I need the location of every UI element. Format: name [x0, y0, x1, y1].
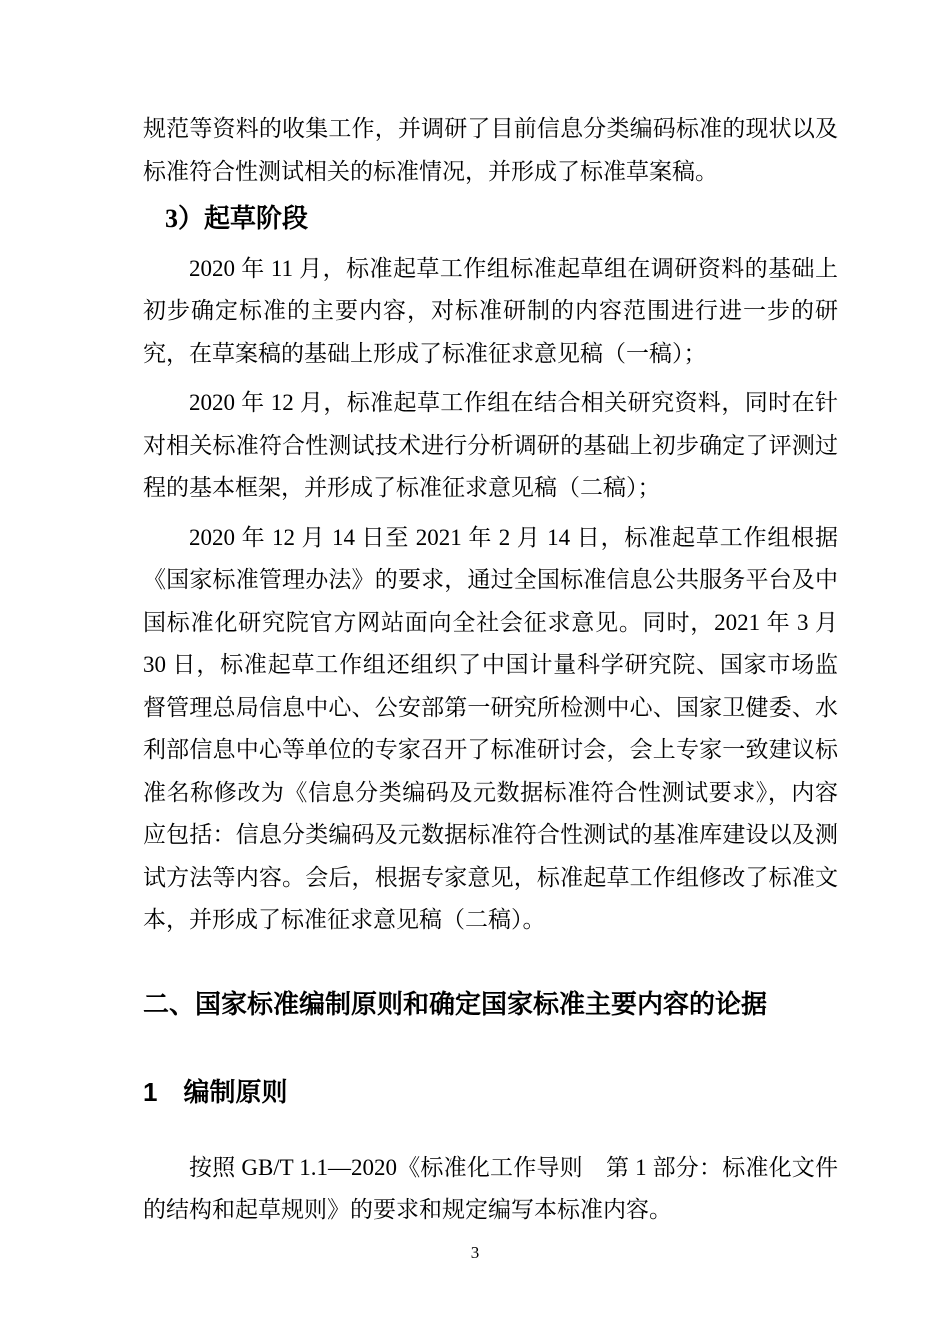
- section-heading-compilation-principles: 1 编制原则: [143, 1076, 288, 1107]
- body-paragraph-2020-11: 2020 年 11 月，标准起草工作组标准起草组在调研资料的基础上初步确定标准的主要内容，对标准研制的内容范围进行进一步的研究，在草案稿的基础上形成了标准征求意见稿（一稿）；: [143, 255, 838, 366]
- body-paragraph-gbt-rules: 按照 GB/T 1.1—2020《标准化工作导则 第 1 部分：标准化文件的结构和起草规则》的要求和规定编写本标准内容。: [143, 1154, 838, 1222]
- section-heading-principles-and-arguments: 二、国家标准编制原则和确定国家标准主要内容的论据: [143, 988, 768, 1019]
- page-number: 3: [470, 1243, 480, 1262]
- body-paragraph-public-comment: 2020 年 12 月 14 日至 2021 年 2 月 14 日，标准起草工作组根据《国家标准管理办法》的要求，通过全国标准信息公共服务平台及中国标准化研究院官方网站面向全社会征求意见。同时，2021 年 3 月 30 日，标准起草工作组还组织了中国计量科学研究院、国家市场监督管理总局信息中心、公安部第一研究所检测中心、国家卫健委、水利部信息中心等单位的专家召开了标准研讨会，会上专家一致建议标准名称修改为《信息分类编码及元数据标准符合性测试要求》，内容应包括：信息分类编码及元数据标准符合性测试的基准库建设以及测试方法等内容。会后，根据专家意见，标准起草工作组修改了标准文本，并形成了标准征求意见稿（二稿）。: [143, 524, 838, 932]
- subsection-heading-drafting-stage: 3）起草阶段: [165, 204, 309, 233]
- body-paragraph-survey-continuation: 规范等资料的收集工作，并调研了目前信息分类编码标准的现状以及标准符合性测试相关的标准情况，并形成了标准草案稿。: [143, 116, 838, 184]
- body-paragraph-2020-12: 2020 年 12 月，标准起草工作组在结合相关研究资料，同时在针对相关标准符合性测试技术进行分析调研的基础上初步确定了评测过程的基本框架，并形成了标准征求意见稿（二稿）；: [143, 390, 838, 500]
- page-content: [143, 108, 838, 1232]
